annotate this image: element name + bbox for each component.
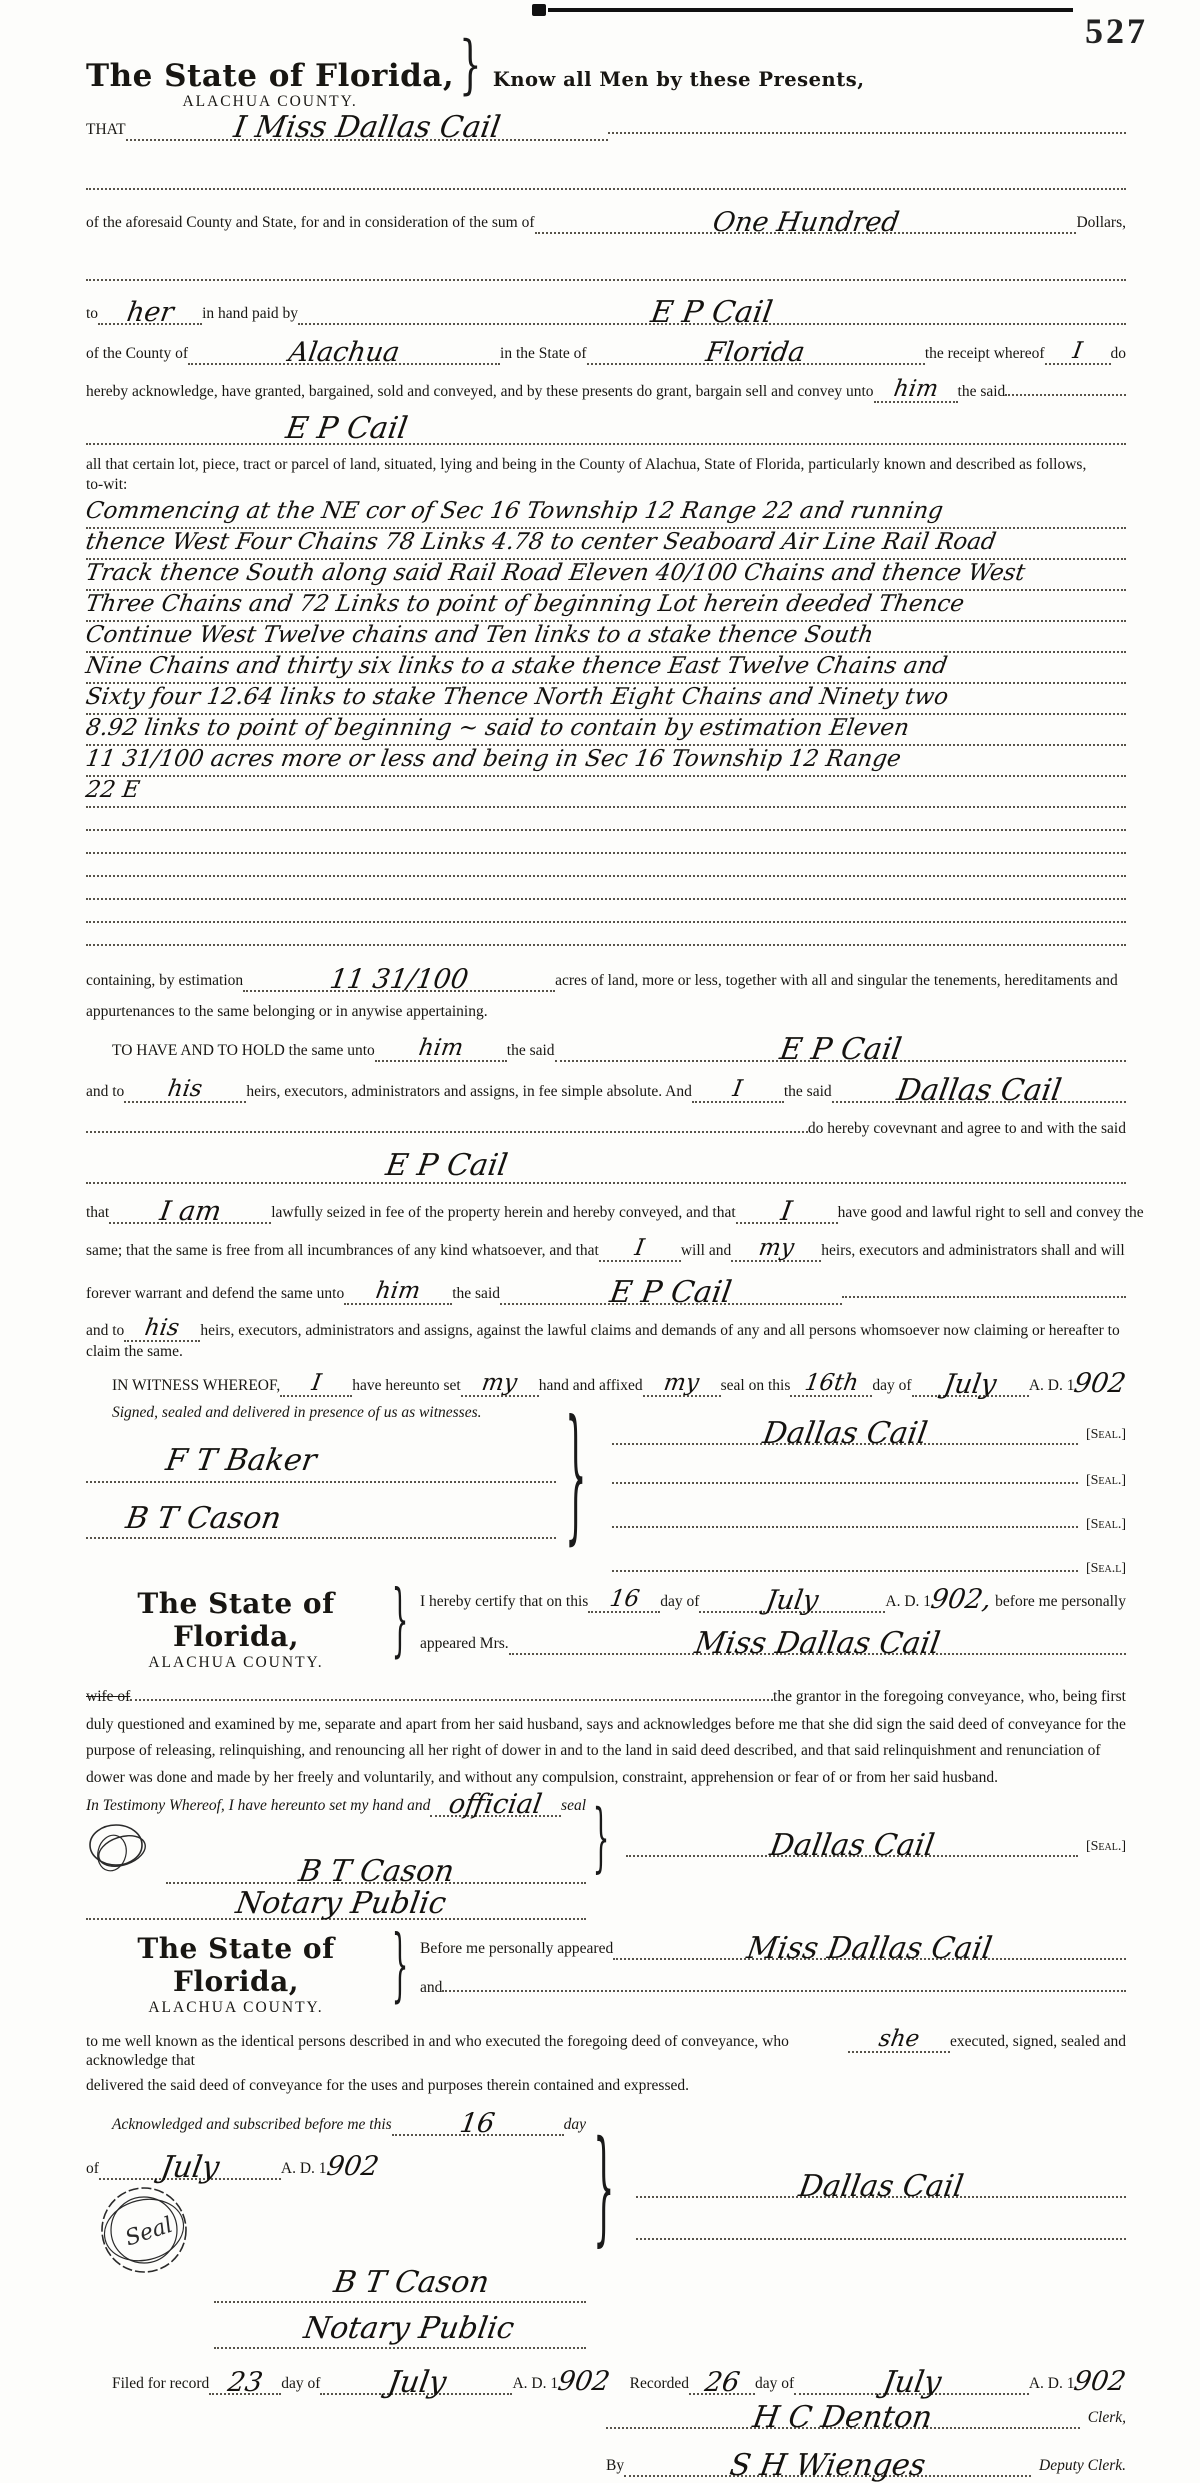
consideration-amount-handwriting: One Hundred: [710, 207, 901, 239]
notary-brace: }: [391, 1919, 409, 2012]
notary1-signatures: [86, 1791, 1126, 1920]
blank-rule: [612, 1570, 1078, 1572]
blank-rule: [86, 1131, 808, 1133]
well-known-text: to me well known as the identical persons described in and who executed the foregoing deed of conveyance, who acknowledge that: [86, 2032, 789, 2069]
description-line: Commencing at the NE cor of Sec 16 Township 12 Range 22 and running: [83, 498, 945, 525]
seal-label: [Sea.l]: [1085, 1561, 1126, 1577]
recorded-day-handwriting: 26: [702, 2366, 742, 2398]
him-handwriting: him: [374, 1277, 423, 1304]
clerk-label: Clerk,: [1087, 2408, 1126, 2426]
blank-rule: [86, 877, 1126, 900]
appurtenances-text: appurtenances to the same belonging or in anywise appertaining.: [86, 1003, 488, 1021]
heirs-admin-text: heirs, executors and administrators shall and will: [821, 1241, 1125, 1259]
day-of-label: day of: [755, 2374, 795, 2392]
presents-title: Know all Men by these Presents,: [492, 68, 865, 91]
description-line: Sixty four 12.64 links to stake Thence North Eight Chains and Ninety two: [83, 684, 951, 711]
do-label: do: [1110, 345, 1126, 363]
seal-label: [Seal.]: [1085, 1427, 1126, 1443]
header-brace: }: [459, 28, 482, 102]
blank-rule: [86, 167, 1126, 190]
notary-brace: }: [391, 1574, 409, 1667]
that-label: that: [86, 1203, 110, 1221]
in-state-label: in the State of: [500, 345, 587, 363]
dower-body-text: purpose of releasing, relinquishing, and renouncing all her right of dower in and to the land in said deed described, and that said relinquishment and renunciation of: [86, 1742, 1101, 1760]
day-of-label: day of: [660, 1593, 700, 1611]
covenant-tail-text: do hereby covevnant and agree to and with the said: [807, 1119, 1126, 1137]
appeared-name-handwriting: Miss Dallas Cail: [744, 1931, 995, 1967]
in-hand-label: in hand paid by: [202, 305, 299, 323]
property-description: [83, 498, 1126, 808]
grantee-name-handwriting: E P Cail: [283, 411, 411, 447]
seal-label: [Seal.]: [1085, 1839, 1126, 1855]
filed-year-handwriting: 902: [555, 2365, 613, 2397]
blank-rule: [130, 1699, 773, 1701]
notary-seal-stamp: [86, 2182, 206, 2278]
filed-label: Filed for record: [112, 2374, 210, 2392]
testimony-text: In Testimony Whereof, I have hereunto set my hand and: [86, 1797, 431, 1815]
notary-title-handwriting: Notary Public: [233, 1886, 449, 1922]
grantor-seal-signature: Dallas Cail: [767, 1828, 937, 1864]
month-handwriting: July: [941, 1369, 999, 1401]
receipt-pronoun-handwriting: I: [1070, 338, 1085, 365]
grantor-name-handwriting: Dallas Cail: [894, 1072, 1064, 1108]
payer-name-handwriting: E P Cail: [648, 295, 776, 331]
blank-rule: [86, 258, 1126, 281]
blank-rule: [612, 1482, 1078, 1484]
the-said-label: the said: [957, 383, 1006, 401]
wife-of-struck-label: wife of: [86, 1687, 131, 1705]
pronoun-handwriting: I: [633, 1234, 647, 1261]
blank-rule: [612, 1526, 1078, 1528]
year-handwriting: 902: [1072, 1368, 1129, 1400]
blank-rule: [608, 132, 1126, 134]
description-line: Track thence South along said Rail Road Eleven 40/100 Chains and thence West: [83, 560, 1027, 587]
before-appeared-label: Before me personally appeared: [420, 1940, 614, 1958]
month-handwriting: July: [158, 2149, 222, 2185]
description-line: Continue West Twelve chains and Ten links to a stake thence South: [83, 622, 876, 649]
day-of-label: day of: [872, 1377, 912, 1395]
my-handwriting: my: [756, 1234, 796, 1261]
county-subtitle: ALACHUA COUNTY.: [148, 1999, 324, 2017]
and-to-label: and to: [86, 1321, 125, 1339]
certify-post-text: before me personally: [995, 1593, 1126, 1611]
notary-title-handwriting: Notary Public: [301, 2310, 517, 2346]
notary-signature: B T Cason: [295, 1854, 457, 1890]
filing-row: [86, 2364, 1129, 2400]
ad-label: A. D. 1: [885, 1593, 932, 1611]
filed-day-handwriting: 23: [225, 2366, 265, 2398]
signed-clause-text: Signed, sealed and delivered in presence of us as witnesses.: [112, 1404, 482, 1422]
description-line: 22 E: [83, 777, 142, 804]
heirs-pronoun-handwriting: his: [166, 1075, 205, 1102]
same-free-text: same; that the same is free from all incumbrances of any kind whatsoever, and that: [86, 1241, 599, 1259]
dower-body-text: dower was done and made by her freely and voluntarily, and without any compulsion, constraint, apprehension or fear of or from her said husband.: [86, 1768, 998, 1786]
recorded-year-handwriting: 902: [1072, 2365, 1129, 2397]
notary-block-2: [86, 1919, 1126, 2017]
county-subtitle: ALACHUA COUNTY.: [148, 1654, 324, 1672]
blank-rule: [86, 831, 1126, 854]
and-pronoun-handwriting: I: [731, 1075, 745, 1102]
filed-month-handwriting: July: [384, 2364, 449, 2400]
grantee-name-handwriting: E P Cail: [776, 1031, 904, 1067]
parcel-intro-text: all that certain lot, piece, tract or parcel of land, situated, lying and being in the County of Alachua, State of Florida, particularly known and described as follows,: [86, 456, 1087, 474]
description-line: 8.92 links to point of beginning ~ said to contain by estimation Eleven: [83, 715, 911, 742]
seal-stamp-word: Seal: [122, 2212, 176, 2252]
day-handwriting: 16: [607, 1586, 642, 1613]
she-handwriting: she: [876, 2025, 922, 2052]
appeared-label: appeared Mrs.: [420, 1635, 509, 1653]
blank-rule: [86, 808, 1126, 831]
ad-label: A. D. 1: [1028, 1377, 1075, 1395]
parcel-towit-label: to-wit:: [86, 475, 128, 493]
the-said-label: the said: [452, 1284, 500, 1302]
receipt-label: the receipt whereof: [924, 345, 1045, 363]
my-handwriting: my: [480, 1370, 520, 1397]
year-handwriting: 902: [324, 2150, 381, 2182]
deputy-clerk-signature: S H Wienges: [727, 2447, 928, 2483]
unto-pronoun-handwriting: him: [891, 376, 940, 403]
ad-label: A. D. 1: [280, 2159, 327, 2177]
of-label: of: [86, 2159, 99, 2177]
in-witness-label: IN WITNESS WHEREOF,: [112, 1377, 281, 1395]
seal-word: seal: [561, 1797, 586, 1815]
recorded-label: Recorded: [629, 2374, 690, 2392]
to-label: to: [86, 305, 99, 323]
witness2-signature: B T Cason: [123, 1500, 284, 1536]
consideration-text: of the aforesaid County and State, for and in consideration of the sum of: [86, 214, 535, 232]
acknowledged-text: Acknowledged and subscribed before me this: [112, 2115, 392, 2133]
right-text: have good and lawful right to sell and convey the: [837, 1203, 1144, 1221]
grantor-foregoing-text: the grantor in the foregoing conveyance, who, being first: [773, 1687, 1126, 1705]
to-have-hold-label: TO HAVE AND TO HOLD the same unto: [112, 1041, 375, 1059]
notary-signature: B T Cason: [331, 2264, 492, 2300]
iam-handwriting: I am: [157, 1195, 224, 1227]
witness1-signature: F T Baker: [163, 1442, 319, 1478]
state-title: The State of Florida,: [137, 1587, 335, 1654]
state-title: The State of Florida,: [86, 58, 455, 94]
hand-text: hand and affixed: [538, 1377, 643, 1395]
grantor-name-handwriting: I Miss Dallas Cail: [230, 110, 503, 146]
month-handwriting: July: [763, 1585, 821, 1617]
will-and-label: will and: [680, 1241, 732, 1259]
well-known-text2: executed, signed, sealed and: [949, 2032, 1126, 2050]
clerk-signature: H C Denton: [750, 2399, 936, 2435]
recorded-month-handwriting: July: [879, 2364, 944, 2400]
description-line: thence West Four Chains 78 Links 4.78 to center Seaboard Air Line Rail Road: [83, 529, 998, 556]
appeared-name-handwriting: Miss Dallas Cail: [692, 1626, 943, 1662]
ad-label: A. D. 1: [1028, 2374, 1075, 2392]
his-handwriting: his: [143, 1314, 182, 1341]
claims-text-2: claim the same.: [86, 1342, 183, 1360]
notary-block-1: [86, 1574, 1126, 1672]
page-number: 527: [1085, 11, 1148, 51]
blank-rule: [842, 1296, 1126, 1298]
certify-text: I hereby certify that on this: [420, 1593, 589, 1611]
dollars-label: Dollars,: [1076, 214, 1126, 232]
seal-label: [Seal.]: [1085, 1473, 1126, 1489]
the-said-label: the said: [783, 1082, 832, 1100]
county-subtitle: ALACHUA COUNTY.: [182, 93, 358, 110]
notary2-signatures: [86, 2107, 1126, 2349]
well-known-text3: delivered the said deed of conveyance for the uses and purposes therein contained and expressed.: [86, 2077, 689, 2095]
dower-body-text: duly questioned and examined by me, separate and apart from her said husband, says and acknowledges before me that she did sign the said deed of conveyance for the: [86, 1716, 1126, 1733]
state-title: The State of Florida,: [137, 1932, 335, 1999]
blank-rule: [1005, 394, 1126, 396]
heirs-text: heirs, executors, administrators and assigns, in fee simple absolute. And: [246, 1082, 692, 1100]
and-label: and: [420, 1979, 443, 1997]
to-whom-handwriting: her: [124, 297, 176, 329]
blank-rule: [86, 900, 1126, 923]
day-of-label: day of: [281, 2374, 321, 2392]
by-label: By: [606, 2456, 625, 2474]
blank-rule: [442, 1990, 1126, 1992]
containing-label: containing, by estimation: [86, 972, 244, 990]
blank-rule: [636, 2238, 1126, 2240]
acreage-handwriting: 11 31/100: [327, 964, 471, 996]
seal-label: [Seal.]: [1085, 1517, 1126, 1533]
the-said-label: the said: [506, 1041, 555, 1059]
hold-pronoun-handwriting: him: [416, 1034, 465, 1061]
description-line: Three Chains and 72 Links to point of beginning Lot herein deeded Thence: [83, 591, 966, 618]
signature-block: [86, 1391, 1126, 1577]
claims-text: heirs, executors, administrators and assigns, against the lawful claims and demands of any and all persons whomsoever now claiming or hereafter to: [200, 1321, 1120, 1339]
notary-sig-brace: }: [592, 1795, 610, 1882]
seized-text: lawfully seized in fee of the property herein and hereby conveyed, and that: [271, 1203, 736, 1221]
ack-day-handwriting: 16: [458, 2107, 498, 2139]
blank-rule: [86, 854, 1126, 877]
deputy-clerk-label: Deputy Clerk.: [1039, 2456, 1126, 2474]
description-line: Nine Chains and thirty six links to a stake thence East Twelve Chains and: [83, 653, 950, 680]
day-handwriting: 16th: [802, 1370, 861, 1397]
day-label: day: [563, 2115, 586, 2133]
blank-rule: [86, 923, 1126, 946]
county-handwriting: Alachua: [286, 337, 402, 369]
of-county-label: of the County of: [86, 345, 189, 363]
pronoun-handwriting: I: [309, 1370, 323, 1397]
deed-header: [86, 28, 1126, 111]
grantee-name-handwriting: E P Cail: [607, 1274, 735, 1310]
year-handwriting: 902,: [928, 1584, 994, 1616]
pronoun-handwriting: I: [778, 1195, 795, 1227]
grantor-signature: Dallas Cail: [796, 2168, 966, 2204]
official-handwriting: official: [447, 1789, 545, 1821]
ad-label: A. D. 1: [512, 2374, 559, 2392]
grantee-name-handwriting: E P Cail: [383, 1147, 511, 1183]
my-handwriting: my: [662, 1370, 702, 1397]
witness-brace: }: [565, 1391, 587, 1561]
description-line: 11 31/100 acres more or less and being in Sec 16 Township 12 Range: [83, 746, 903, 773]
that-label: THAT: [86, 121, 126, 139]
state-handwriting: Florida: [704, 337, 808, 369]
seal-on-text: seal on this: [720, 1377, 791, 1395]
acknowledge-text: hereby acknowledge, have granted, bargained, sold and conveyed, and by these presents do grant, bargain sell and convey unto: [86, 383, 874, 401]
grantor-seal-signature: Dallas Cail: [760, 1416, 930, 1452]
notary-sig-brace: }: [593, 2116, 615, 2260]
notary-seal-scribble: [86, 1819, 160, 1877]
set-text: have hereunto set: [352, 1377, 461, 1395]
and-to-label: and to: [86, 1082, 125, 1100]
containing-text: acres of land, more or less, together with all and singular the tenements, hereditaments and: [555, 972, 1118, 990]
warrant-text: forever warrant and defend the same unto: [86, 1284, 345, 1302]
